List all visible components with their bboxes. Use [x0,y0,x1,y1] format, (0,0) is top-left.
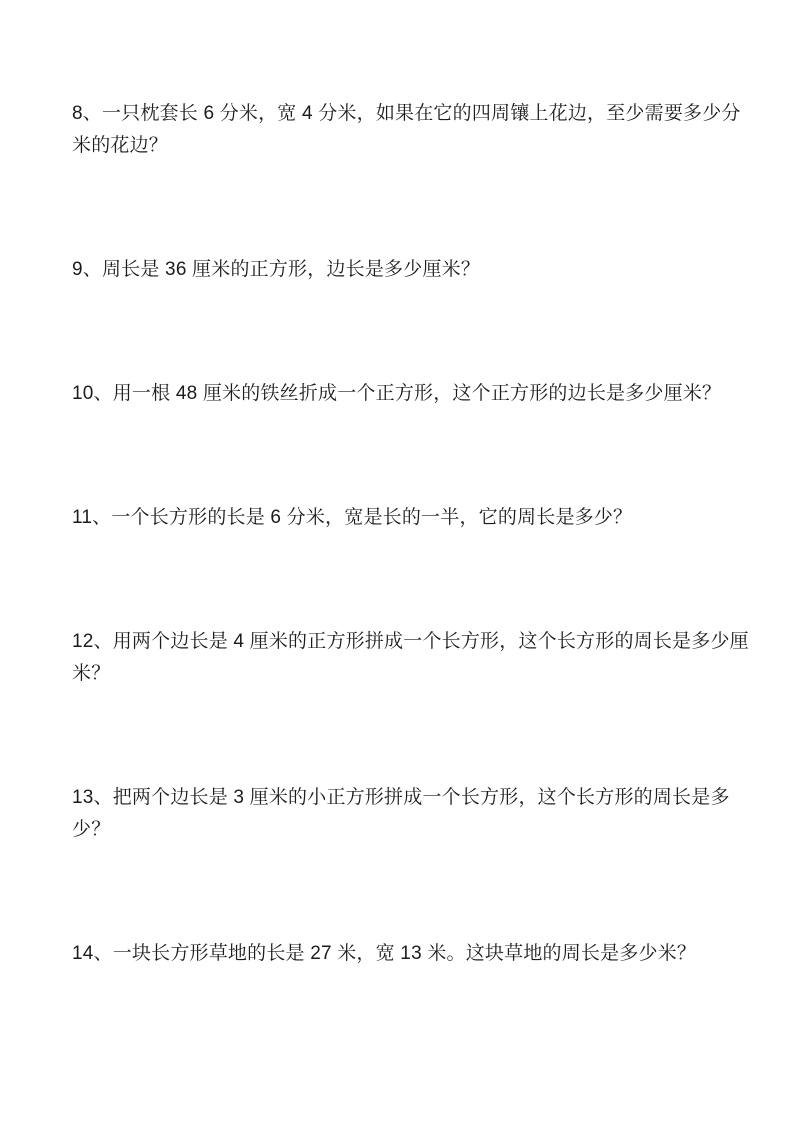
problem-13 [72,782,730,846]
problem-13-line-2: 少？ [72,819,111,840]
problem-11-line-1: 11、一个长方形的长是 6 分米，宽是长的一半，它的周长是多少？ [72,507,633,528]
problem-8 [72,98,741,162]
problem-10-line-1: 10、用一根 48 厘米的铁丝折成一个正方形，这个正方形的边长是多少厘米？ [72,383,722,404]
problem-12-line-1: 12、用两个边长是 4 厘米的正方形拼成一个长方形，这个长方形的周长是多少厘 [72,631,749,652]
problem-14-line-1: 14、一块长方形草地的长是 27 米，宽 13 米。这块草地的周长是多少米？ [72,943,697,964]
problem-14 [72,938,725,970]
problem-13-line-1: 13、把两个边长是 3 厘米的小正方形拼成一个长方形，这个长方形的周长是多 [72,787,730,808]
problem-9-line-1: 9、周长是 36 厘米的正方形，边长是多少厘米？ [72,259,481,280]
problem-8-line-2: 米的花边？ [72,135,169,156]
problem-8-line-1: 8、一只枕套长 6 分米，宽 4 分米，如果在它的四周镶上花边，至少需要多少分 [72,103,741,124]
problem-11 [72,502,725,534]
problem-12-line-2: 米？ [72,663,111,684]
problem-12 [72,626,749,690]
problem-10 [72,378,725,410]
problem-9 [72,254,725,286]
